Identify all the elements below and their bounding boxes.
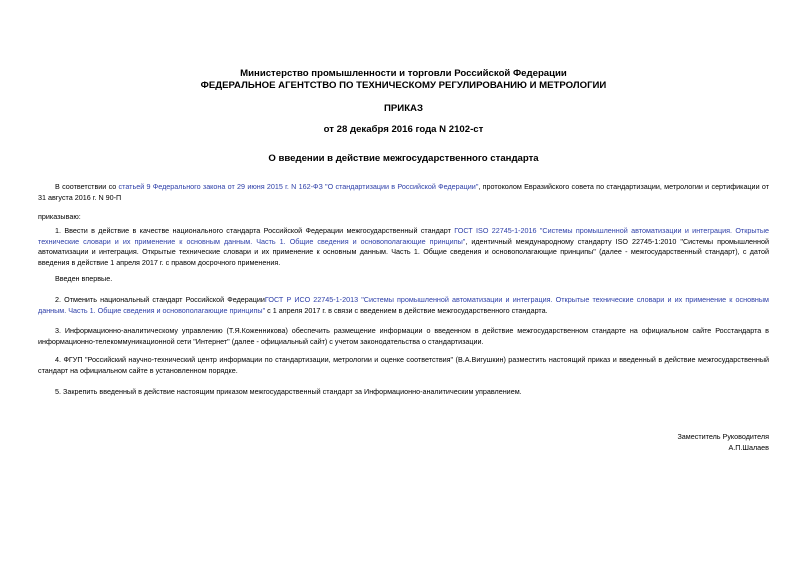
item-2-prefix: 2. Отменить национальный стандарт Российской Федерации bbox=[55, 295, 265, 304]
ministry-heading: Министерство промышленности и торговли Российской Федерации bbox=[240, 68, 567, 79]
introduced-first-note: Введен впервые. bbox=[55, 274, 113, 283]
item-5-paragraph: 5. Закрепить введенный в действие настоящим приказом межгосударственный стандарт за Информационно-аналитическим управлением. bbox=[55, 387, 522, 396]
signatory-name: А.П.Шалаев bbox=[728, 443, 769, 452]
gost-r-iso-22745-link[interactable]: ГОСТ Р ИСО 22745-1-2013 "Системы промышленной автоматизации и интеграция. Открытые технические словари и их применение к основным данным. Часть 1. Общие сведения и основополагающие принципы" bbox=[38, 295, 769, 315]
item-1-prefix: 1. Ввести в действие в качестве национального стандарта Российской Федерации межгосударственный стандарт bbox=[55, 226, 455, 235]
signatory-title: Заместитель Руководителя bbox=[677, 432, 769, 441]
order-word: приказываю: bbox=[38, 212, 81, 221]
agency-heading: ФЕДЕРАЛЬНОЕ АГЕНТСТВО ПО ТЕХНИЧЕСКОМУ РЕГУЛИРОВАНИЮ И МЕТРОЛОГИИ bbox=[200, 80, 607, 91]
intro-paragraph bbox=[38, 182, 769, 203]
item-1-paragraph bbox=[38, 226, 769, 268]
order-title: ПРИКАЗ bbox=[384, 103, 423, 114]
item-1-suffix: , идентичный международному стандарту ISO 22745-1:2010 "Системы промышленной автоматизации и интеграция. Открытые технические словари и их применение к основным данным. Часть 1. Общие сведения и основополагающие принципы" (далее - межгосударственный стандарт), с датой введения в действие 1 апреля 2017 г. с правом досрочного применения. bbox=[38, 236, 770, 267]
gost-iso-22745-link[interactable]: ГОСТ ISO 22745-1-2016 "Системы промышленной автоматизации и интеграция. Открытые технические словари и их применение к основным данным. Часть 1. Общие сведения и основополагающие принципы" bbox=[38, 226, 769, 246]
order-subject: О введении в действие межгосударственного стандарта bbox=[268, 153, 539, 164]
item-2-suffix: с 1 апреля 2017 г. в связи с введением в действие межгосударственного стандарта. bbox=[265, 305, 548, 315]
intro-suffix: , протоколом Евразийского совета по стандартизации, метрологии и сертификации от 31 августа 2016 г. N 90-П bbox=[38, 182, 769, 202]
intro-prefix: В соответствии со bbox=[55, 182, 119, 191]
order-date-number: от 28 декабря 2016 года N 2102-ст bbox=[323, 124, 484, 135]
item-3-paragraph: 3. Информационно-аналитическому управлению (Т.Я.Коженникова) обеспечить размещение информации о введенном в действие межгосударственном стандарте на официальном сайте Росстандарта в информационно-телекоммуникационной сети "Интернет" (далее - официальный сайт) с учетом законодательства о стандартизации. bbox=[38, 326, 769, 346]
item-2-paragraph bbox=[38, 295, 769, 316]
item-4-paragraph: 4. ФГУП "Российский научно-технический центр информации по стандартизации, метрологии и оценке соответствия" (В.А.Вигушкин) разместить настоящий приказ и введенный в действие межгосударственный стандарт на официальном сайте в установленном порядке. bbox=[38, 355, 769, 375]
federal-law-link[interactable]: статьей 9 Федерального закона от 29 июня 2015 г. N 162-ФЗ "О стандартизации в Российской Федерации" bbox=[118, 182, 479, 191]
